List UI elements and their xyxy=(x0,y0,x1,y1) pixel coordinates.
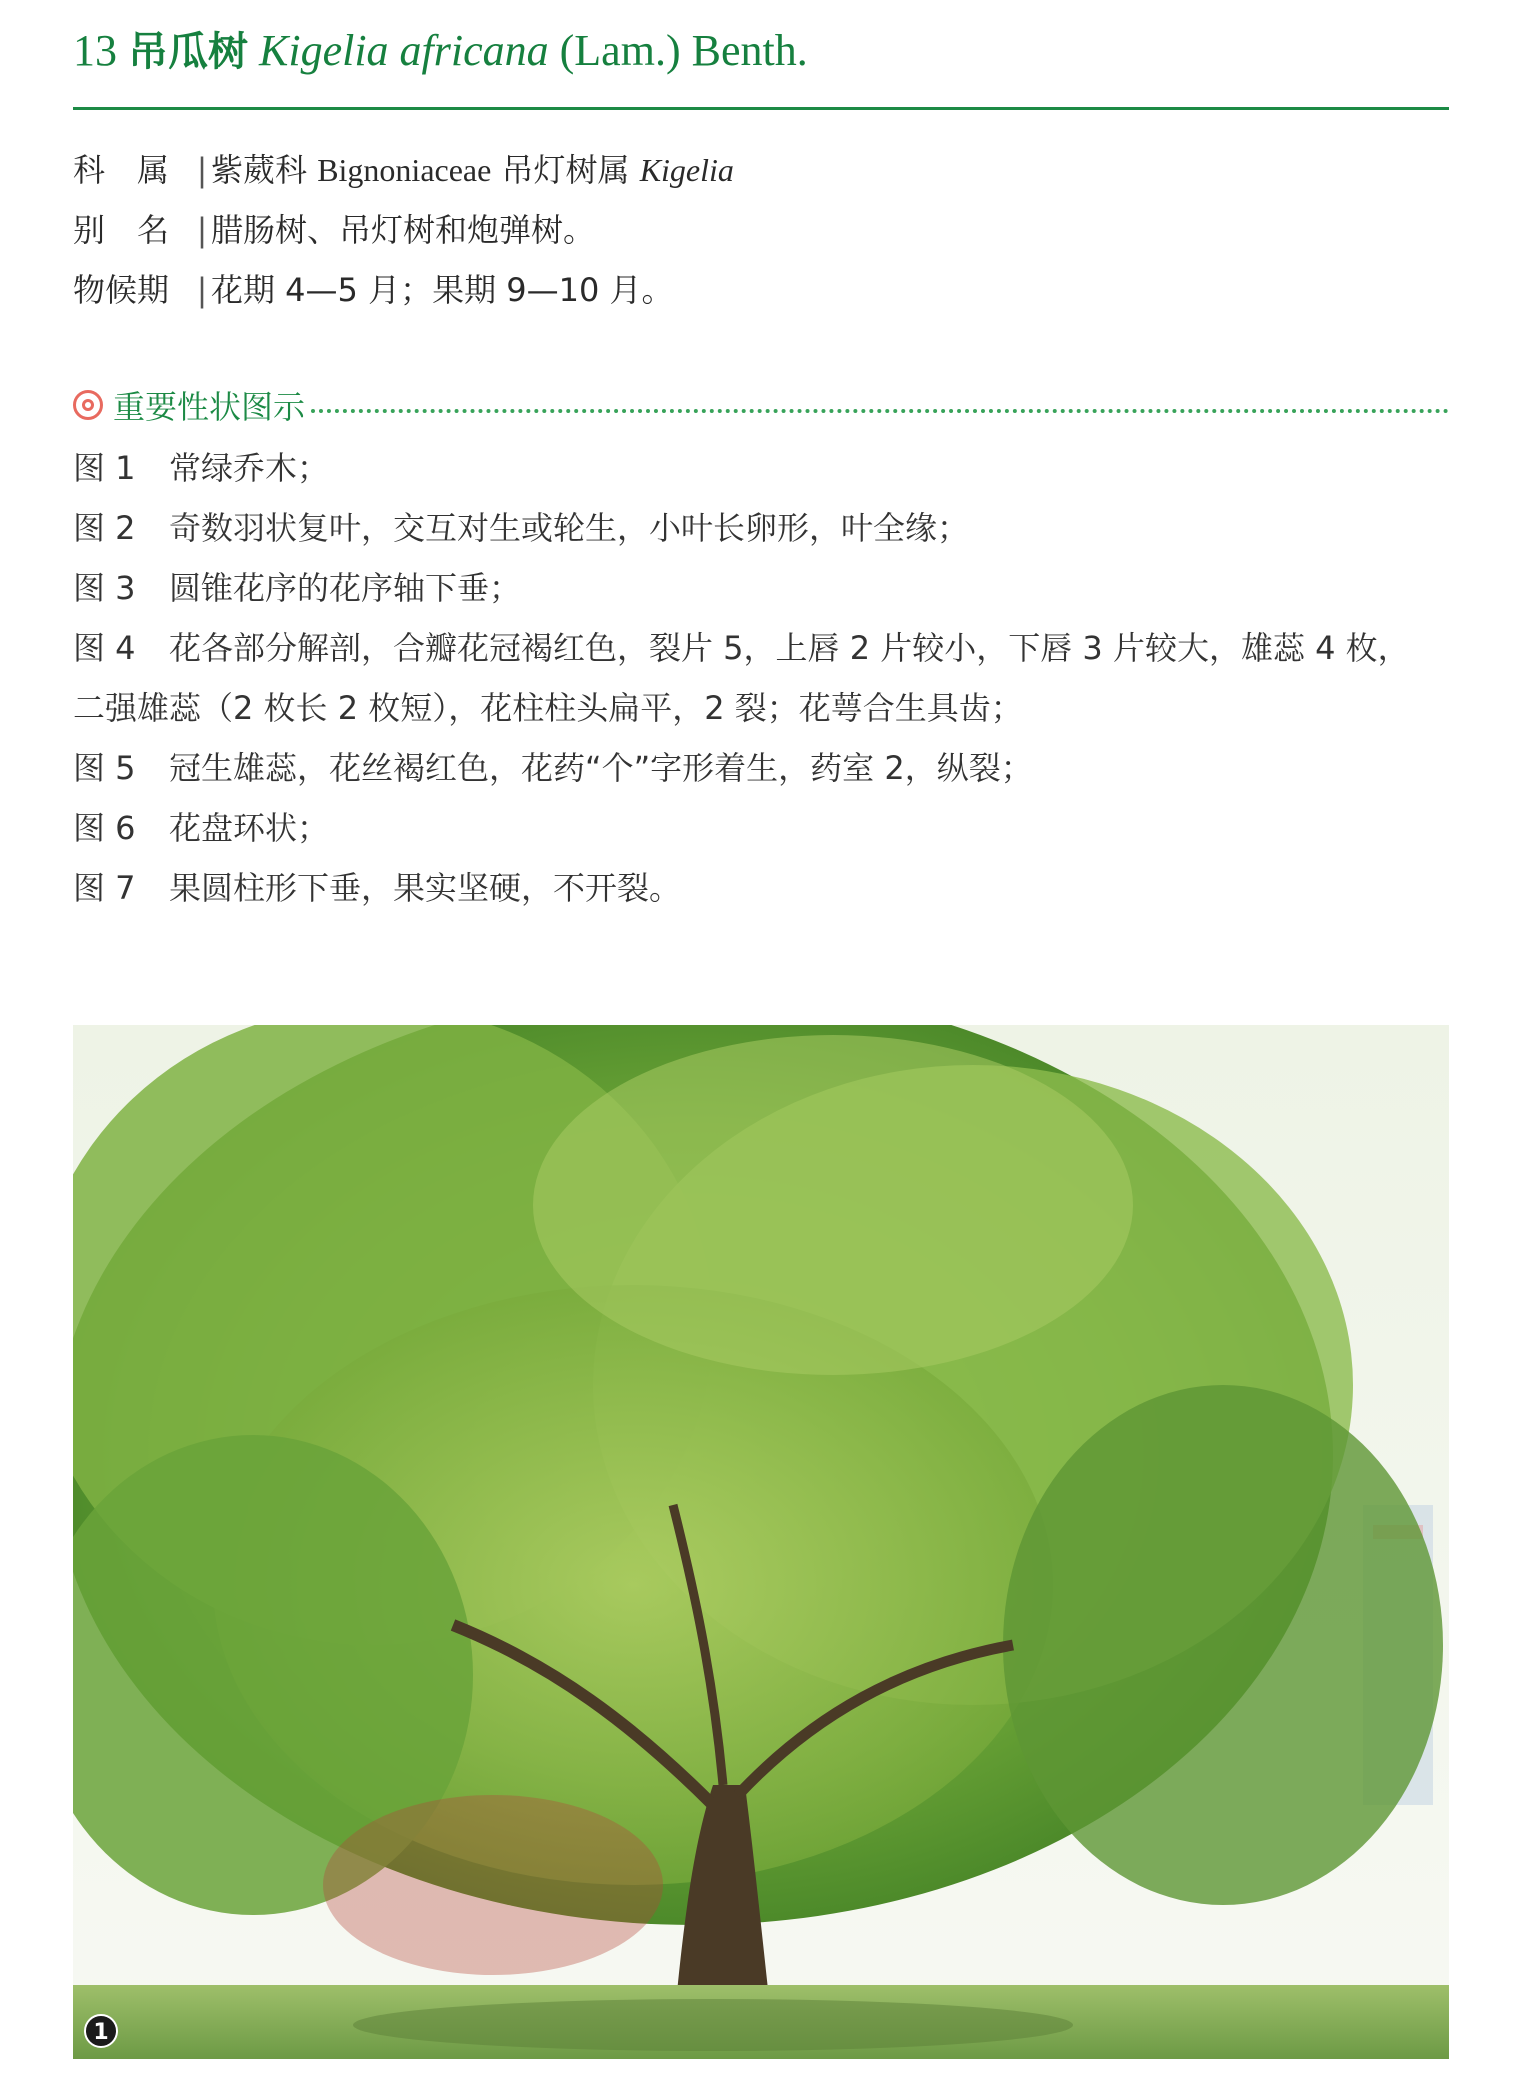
figure-item xyxy=(73,738,1453,798)
separator: | xyxy=(196,271,208,309)
figure-item xyxy=(73,438,1453,498)
family-latin: Bignoniaceae xyxy=(317,152,492,188)
phenology-value: 花期 4—5 月；果期 9—10 月。 xyxy=(211,271,674,309)
figure-label: 图 4 xyxy=(73,629,136,667)
figure-item xyxy=(73,798,1453,858)
genus-latin: Kigelia xyxy=(639,152,734,188)
separator: | xyxy=(196,211,208,249)
species-author: (Lam.) Benth. xyxy=(559,26,808,75)
figure-label: 图 6 xyxy=(73,809,136,847)
phenology-row xyxy=(73,260,1473,320)
species-latin-name: Kigelia africana xyxy=(259,26,549,75)
figure-text: 花盘环状； xyxy=(169,809,330,847)
figure-item xyxy=(73,498,1453,558)
figure-text: 冠生雄蕊，花丝褐红色，花药“个”字形着生，药室 2，纵裂； xyxy=(169,749,1033,787)
figure-item xyxy=(73,618,1453,678)
dotted-leader xyxy=(311,409,1449,413)
section-title: 重要性状图示 xyxy=(113,388,306,426)
species-name-cn: 吊瓜树 xyxy=(128,29,248,75)
family-label: 科 属 xyxy=(73,151,170,189)
separator: | xyxy=(196,151,208,189)
species-number: 13 xyxy=(73,26,117,75)
figure-label: 图 1 xyxy=(73,449,136,487)
figure-label: 图 5 xyxy=(73,749,136,787)
figure-text: 花各部分解剖，合瓣花冠褐红色，裂片 5，上唇 2 片较小，下唇 3 片较大，雄蕊 4 枚， xyxy=(169,629,1410,667)
figure-text: 果圆柱形下垂，果实坚硬，不开裂。 xyxy=(169,869,682,907)
alias-row xyxy=(73,200,1473,260)
alias-label: 别 名 xyxy=(73,211,170,249)
family-cn: 紫葳科 xyxy=(211,151,308,189)
figure-text: 圆锥花序的花序轴下垂； xyxy=(169,569,522,607)
figure-item-continuation: 二强雄蕊（2 枚长 2 枚短），花柱柱头扁平，2 裂；花萼合生具齿； xyxy=(73,689,1023,727)
figure-text: 常绿乔木； xyxy=(169,449,330,487)
figure-label: 图 2 xyxy=(73,509,136,547)
figure-label: 图 3 xyxy=(73,569,136,607)
figure-list xyxy=(73,438,1453,918)
tree-illustration xyxy=(73,1025,1449,2059)
section-header xyxy=(73,383,1449,427)
genus-cn: 吊灯树属 xyxy=(501,151,630,189)
photo-number-badge: 1 xyxy=(84,2014,118,2048)
figure-item xyxy=(73,858,1453,918)
figure-label: 图 7 xyxy=(73,869,136,907)
tree-photo xyxy=(73,1025,1449,2059)
phenology-label: 物候期 xyxy=(73,271,170,309)
family-row xyxy=(73,140,1473,200)
page-title xyxy=(73,20,808,77)
title-divider xyxy=(73,107,1449,110)
meta-block xyxy=(73,140,1473,320)
figure-item xyxy=(73,558,1453,618)
figure-text: 奇数羽状复叶，交互对生或轮生，小叶长卵形，叶全缘； xyxy=(169,509,970,547)
alias-value: 腊肠树、吊灯树和炮弹树。 xyxy=(211,211,596,249)
target-icon xyxy=(73,390,103,420)
